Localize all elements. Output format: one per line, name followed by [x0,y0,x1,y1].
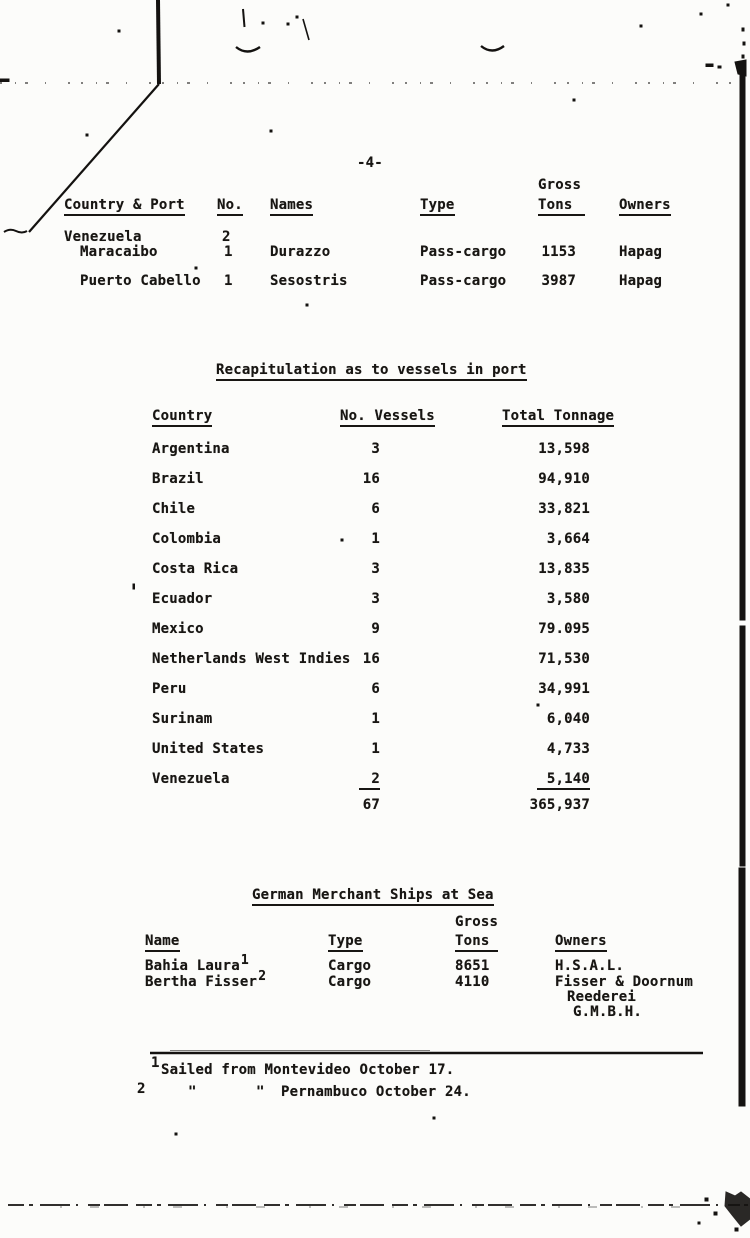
recap-total-tonnage: 365,937 [529,797,590,813]
table-row: Netherlands West Indies [152,651,351,667]
port-header-tons: Tons [538,198,585,213]
sea-header-owners: Owners [555,934,607,949]
ship-owners-line3: G.M.B.H. [573,1004,643,1020]
recap-tonnage: 34,991 [538,681,590,697]
recap-vessels: 6 [371,681,380,697]
port-header-country-port: Country & Port [64,198,185,213]
recap-vessels: 1 [371,741,380,757]
port-header-gross: Gross [538,177,582,193]
recap-tonnage: 79.095 [538,621,590,637]
ditto-mark: " [188,1084,197,1100]
table-row: Bertha Fisser2 [145,969,267,990]
recap-vessels: 3 [371,561,380,577]
recap-vessels: 2 [330,772,380,787]
table-row: Bahia Laura1 [145,953,249,974]
table-row: Costa Rica [152,561,239,577]
recap-tonnage: 3,580 [546,591,590,607]
recap-tonnage: 33,821 [538,501,590,517]
table-row: Venezuela [64,229,142,245]
recap-vessels: 9 [371,621,380,637]
recap-total-vessels: 67 [362,797,380,813]
ship-owners: Hapag [619,273,663,289]
ship-tons: 3987 [541,273,576,289]
port-header-owners: Owners [619,198,671,213]
table-row: Argentina [152,441,230,457]
recap-vessels: 16 [362,651,380,667]
table-row: Venezuela [152,771,230,787]
recap-header-vessels: No. Vessels [340,409,435,424]
port-no: 1 [224,273,233,289]
port-header-type: Type [420,198,455,213]
table-row: Mexico [152,621,204,637]
footnote-ref: 2 [258,969,267,984]
ship-owners: Hapag [619,244,663,260]
bottom-right-smudge [725,1192,750,1226]
corner-line-vertical [158,0,159,84]
port-no: 1 [224,244,233,260]
ship-tons: 1153 [541,244,576,260]
recap-tonnage: 5,140 [470,772,590,787]
recap-vessels: 16 [362,471,380,487]
table-row: United States [152,741,265,757]
recap-vessels: 3 [371,591,380,607]
sea-header-name: Name [145,934,180,949]
recap-tonnage: 13,835 [538,561,590,577]
sea-header-type: Type [328,934,363,949]
recap-header-tonnage: Total Tonnage [502,409,614,424]
sea-header-gross: Gross [455,914,499,930]
footnote-text: Pernambuco October 24. [281,1084,471,1100]
table-row: Puerto Cabello [80,273,201,289]
ditto-mark: " [256,1084,265,1100]
table-row: Peru [152,681,187,697]
recap-title: Recapitulation as to vessels in port [216,363,527,378]
port-header-no: No. [217,198,243,213]
ship-name: Durazzo [270,244,331,260]
table-row: Surinam [152,711,213,727]
ship-owners: Fisser & Doornum [555,974,694,990]
ship-type: Cargo [328,958,372,974]
sea-header-tons: Tons [455,934,498,949]
footnote-ref: 1 [240,953,249,968]
table-row: Brazil [152,471,204,487]
recap-vessels: 1 [371,531,380,547]
footnote-marker: 1 [151,1055,160,1071]
recap-tonnage: 4,733 [546,741,590,757]
recap-vessels: 1 [371,711,380,727]
recap-vessels: 3 [371,441,380,457]
recap-tonnage: 6,040 [546,711,590,727]
ship-tons: 4110 [455,974,490,990]
recap-vessels: 6 [371,501,380,517]
sea-title: German Merchant Ships at Sea [252,888,494,903]
table-row: Colombia [152,531,222,547]
recap-tonnage: 3,664 [546,531,590,547]
page-number: -4- [357,155,383,171]
ship-type: Pass-cargo [420,244,507,260]
footnote-text: Sailed from Montevideo October 17. [161,1062,455,1078]
ship-owners: H.S.A.L. [555,958,625,974]
recap-tonnage: 94,910 [538,471,590,487]
ship-tons: 8651 [455,958,490,974]
footnote-marker: 2 [137,1081,146,1097]
table-row: Maracaibo [80,244,158,260]
port-header-names: Names [270,198,313,213]
recap-header-country: Country [152,409,212,424]
ship-type: Pass-cargo [420,273,507,289]
table-row: Chile [152,501,196,517]
recap-tonnage: 71,530 [538,651,590,667]
ship-type: Cargo [328,974,372,990]
margin-dash [4,230,27,233]
ship-name: Sesostris [270,273,348,289]
table-row: Ecuador [152,591,213,607]
ship-owners-line2: Reederei [567,989,637,1005]
recap-tonnage: 13,598 [538,441,590,457]
right-edge-bar [740,70,745,620]
port-no: 2 [222,229,231,245]
